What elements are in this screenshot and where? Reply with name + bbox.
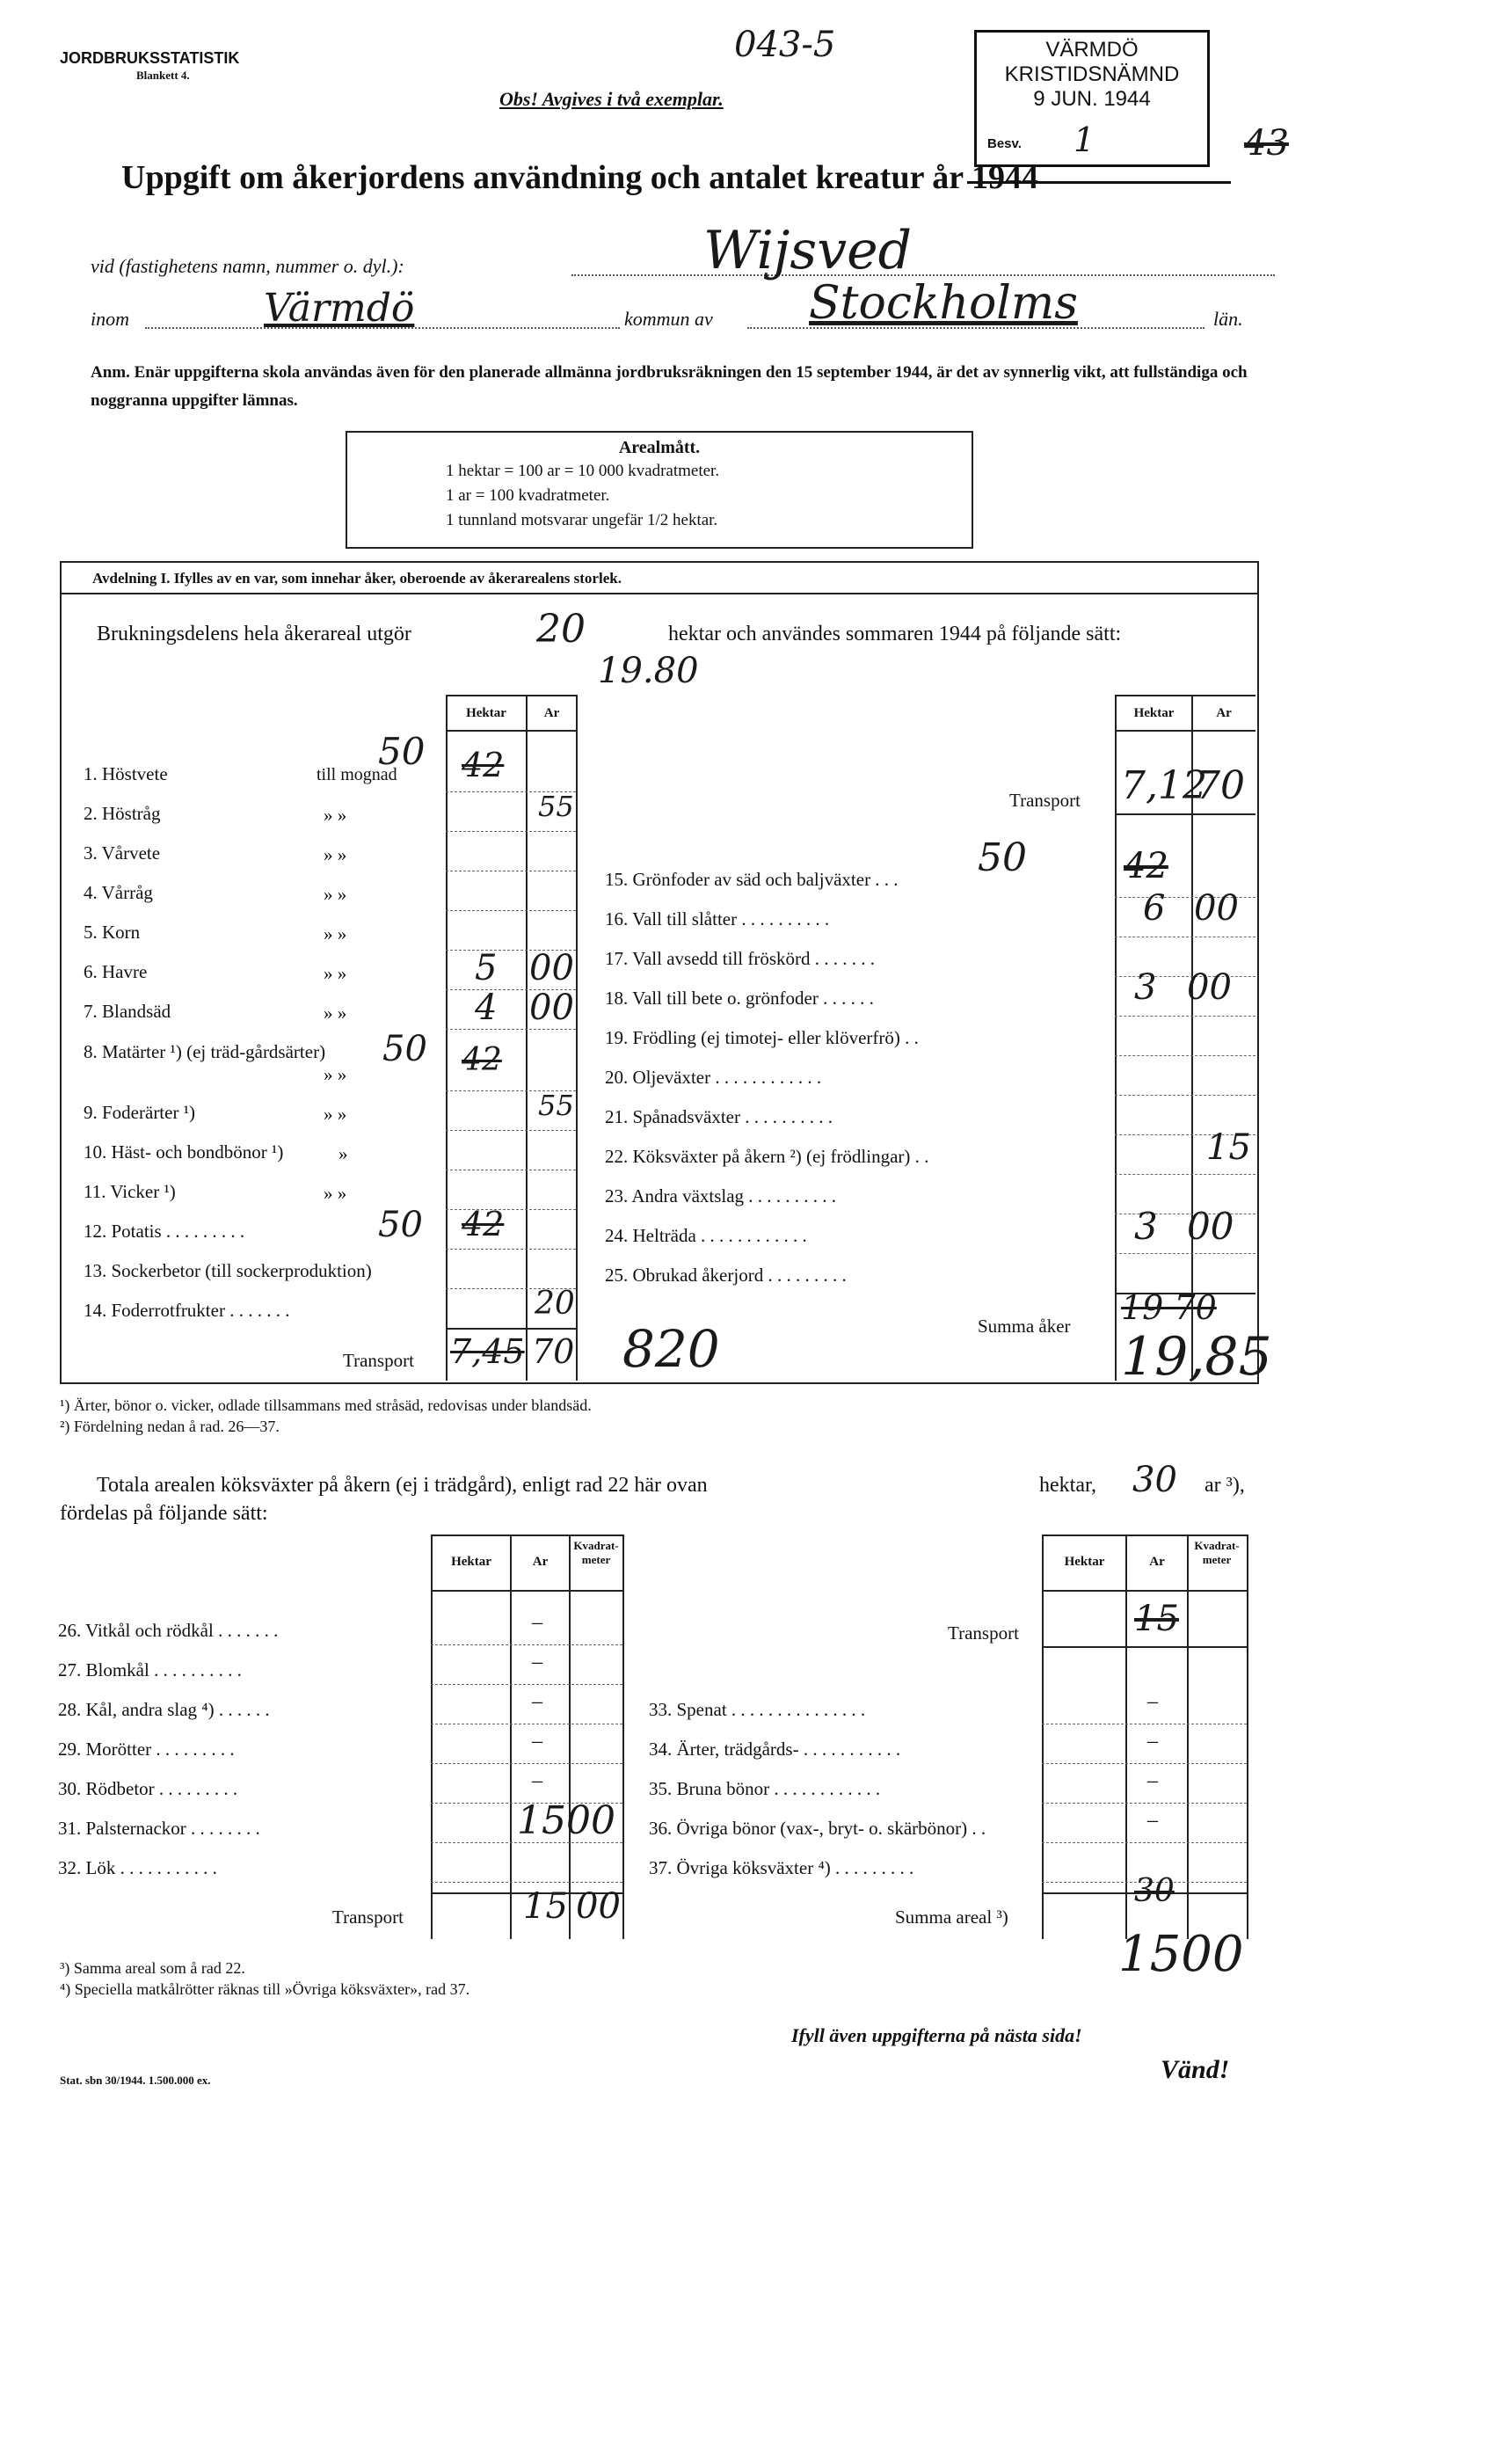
row-30-label: 30. Rödbetor . . . . . . . . . bbox=[58, 1778, 238, 1799]
kok-left-transport-label: Transport bbox=[332, 1906, 404, 1928]
row-15-hektar[interactable]: 42 bbox=[1124, 846, 1168, 886]
row-12-label: 12. Potatis . . . . . . . . . bbox=[84, 1221, 245, 1242]
row-16-label: 16. Vall till slåtter . . . . . . . . . . bbox=[605, 908, 830, 929]
row-18-ar[interactable]: 00 bbox=[1187, 967, 1232, 1008]
right-transport-hektar: 7,12 bbox=[1121, 763, 1207, 808]
kok-intro-b: fördelas på följande sätt: bbox=[60, 1502, 268, 1525]
footnote-2: ²) Fördelning nedan å rad. 26—37. bbox=[60, 1418, 280, 1435]
kok-col-kvm: Kvadrat-meter bbox=[573, 1539, 619, 1566]
ditto-2: » » bbox=[324, 805, 347, 826]
row-29-ar[interactable]: – bbox=[532, 1730, 542, 1753]
sep bbox=[431, 1644, 622, 1645]
vid-line bbox=[571, 274, 1275, 276]
section1-intro-a: Brukningsdelens hela åkerareal utgör bbox=[97, 623, 411, 645]
ifyll-note: Ifyll även uppgifterna på nästa sida! bbox=[791, 2024, 1082, 2046]
row-24-ar[interactable]: 00 bbox=[1187, 1205, 1234, 1248]
row-14-ar[interactable]: 20 bbox=[535, 1286, 575, 1322]
title-strikethrough bbox=[967, 181, 1231, 184]
row-33-label: 33. Spenat . . . . . . . . . . . . . . . bbox=[649, 1699, 866, 1720]
kok-right-col-kvm: Kvadrat-meter bbox=[1194, 1539, 1240, 1566]
hw-42-row12: 42 bbox=[462, 1205, 505, 1243]
left-col-divider bbox=[526, 695, 528, 1381]
ditto-3: » » bbox=[324, 844, 347, 865]
row-9-ar[interactable]: 55 bbox=[538, 1089, 574, 1122]
row-8-label: 8. Matärter ¹) (ej träd-gårdsärter) bbox=[84, 1041, 326, 1062]
ditto-11: » » bbox=[324, 1183, 347, 1204]
sep bbox=[1042, 1842, 1247, 1843]
kok-right-col-hektar: Hektar bbox=[1064, 1555, 1105, 1569]
hw-50-row15: 50 bbox=[978, 835, 1027, 880]
row-13-label: 13. Sockerbetor (till sockerproduktion) bbox=[84, 1260, 372, 1281]
sep bbox=[446, 1130, 576, 1131]
sep bbox=[431, 1882, 622, 1883]
kok-left-transport-ar: 15 bbox=[523, 1886, 568, 1927]
arealmatt-box bbox=[346, 431, 973, 549]
row-35-label: 35. Bruna bönor . . . . . . . . . . . . bbox=[649, 1778, 881, 1799]
kok-left-border bbox=[431, 1535, 433, 1939]
row-6-label: 6. Havre bbox=[84, 961, 148, 982]
row-23-label: 23. Andra växtslag . . . . . . . . . . bbox=[605, 1185, 837, 1206]
row-14-label: 14. Foderrotfrukter . . . . . . . bbox=[84, 1300, 290, 1321]
ditto-9: » » bbox=[324, 1104, 347, 1125]
row-1-label: 1. Höstvete bbox=[84, 763, 168, 784]
row-31-label: 31. Palsternackor . . . . . . . . bbox=[58, 1818, 260, 1839]
row-6-ar[interactable]: 00 bbox=[529, 948, 574, 988]
left-col-border bbox=[446, 695, 448, 1381]
kok-summa-value[interactable]: 1500 bbox=[1118, 1926, 1244, 1983]
arealmatt-line2: 1 ar = 100 kvadratmeter. bbox=[446, 486, 610, 505]
row-28-label: 28. Kål, andra slag ⁴) . . . . . . bbox=[58, 1699, 270, 1720]
left-transport-label: Transport bbox=[343, 1350, 414, 1371]
row-31-ar[interactable]: 1500 bbox=[517, 1798, 615, 1843]
kok-right-head-top bbox=[1042, 1535, 1248, 1536]
stamp-handwritten: 1 bbox=[1074, 120, 1095, 159]
left-col-right bbox=[576, 695, 578, 1381]
row-34-ar[interactable]: – bbox=[1147, 1730, 1158, 1753]
kok-summa-struck: 30 bbox=[1134, 1873, 1175, 1909]
section1-intro-hw[interactable]: 20 bbox=[536, 607, 586, 652]
anm-note: Anm. Enär uppgifterna skola användas även för den planerade allmänna jordbruksräkningen den 15 september 1944, är det av synnerlig vikt, att fullständiga och noggranna uppgifter lämnas. bbox=[91, 363, 1248, 410]
kok-intro-a: Totala arealen köksväxter på åkern (ej i trädgård), enligt rad 22 här ovan bbox=[97, 1474, 708, 1497]
sep bbox=[446, 910, 576, 911]
right-col-hektar: Hektar bbox=[1133, 706, 1175, 720]
stamp-besv: Besv. bbox=[987, 136, 1022, 151]
row-33-ar[interactable]: – bbox=[1147, 1690, 1158, 1713]
arealmatt-line3: 1 tunnland motsvarar ungefär 1/2 hektar. bbox=[446, 511, 718, 529]
sep bbox=[431, 1763, 622, 1764]
stamp-line2: KRISTIDSNÄMND bbox=[1004, 62, 1180, 86]
till-mognad: till mognad bbox=[317, 765, 397, 784]
row-29-label: 29. Morötter . . . . . . . . . bbox=[58, 1739, 235, 1760]
sep bbox=[446, 831, 576, 832]
row-28-ar[interactable]: – bbox=[532, 1690, 542, 1713]
lan-label: län. bbox=[1213, 308, 1243, 330]
row-5-label: 5. Korn bbox=[84, 922, 141, 943]
row-3-label: 3. Vårvete bbox=[84, 842, 161, 864]
kok-right-div2 bbox=[1187, 1535, 1189, 1939]
ditto-8: » » bbox=[324, 1064, 347, 1085]
row-26-ar[interactable]: – bbox=[532, 1611, 542, 1634]
kok-left-head-bottom bbox=[431, 1590, 624, 1592]
sep bbox=[1115, 1095, 1255, 1096]
footnote-3: ³) Samma areal som å rad 22. bbox=[60, 1959, 245, 1977]
right-col-ar: Ar bbox=[1216, 706, 1232, 720]
kok-intro-ar-value[interactable]: 30 bbox=[1132, 1460, 1177, 1500]
sep bbox=[446, 1249, 576, 1250]
footnote-1: ¹) Ärter, bönor o. vicker, odlade tillsammans med stråsäd, redovisas under blandsäd. bbox=[60, 1396, 592, 1414]
hw-820: 820 bbox=[622, 1319, 720, 1379]
kok-left-transport-kvm: 00 bbox=[576, 1886, 621, 1927]
form-number: Blankett 4. bbox=[136, 69, 190, 82]
row-11-label: 11. Vicker ¹) bbox=[84, 1181, 176, 1202]
inom-value[interactable]: Värmdö bbox=[264, 286, 415, 331]
ditto-6: » » bbox=[324, 963, 347, 984]
section1-intro-hw2: 19.80 bbox=[598, 651, 699, 691]
row-37-label: 37. Övriga köksväxter ⁴) . . . . . . . . . bbox=[649, 1857, 914, 1878]
print-info: Stat. sbn 30/1944. 1.500.000 ex. bbox=[60, 2074, 211, 2087]
kok-left-right bbox=[622, 1535, 624, 1939]
row-9-label: 9. Foderärter ¹) bbox=[84, 1102, 195, 1123]
obs-note: Obs! Avgives i två exemplar. bbox=[499, 88, 724, 110]
ditto-10: » bbox=[338, 1143, 348, 1164]
sep bbox=[1042, 1803, 1247, 1804]
right-transport-ar: 70 bbox=[1196, 763, 1245, 808]
stamp-date: 9 JUN. 1944 bbox=[1033, 87, 1151, 111]
sep bbox=[431, 1684, 622, 1685]
vand-note: Vänd! bbox=[1161, 2055, 1230, 2084]
kok-right-col-ar: Ar bbox=[1149, 1555, 1165, 1569]
kok-summa-label: Summa areal ³) bbox=[895, 1906, 1008, 1928]
hw-42-row8: 42 bbox=[462, 1042, 502, 1078]
kok-right-head-bottom bbox=[1042, 1590, 1248, 1592]
sep bbox=[1115, 1016, 1255, 1017]
received-stamp bbox=[974, 30, 1210, 167]
row-19-label: 19. Frödling (ej timotej- eller klöverfrö) . . bbox=[605, 1027, 919, 1048]
row-21-label: 21. Spånadsväxter . . . . . . . . . . bbox=[605, 1106, 833, 1127]
kok-intro-hektar: hektar, bbox=[1039, 1474, 1097, 1497]
row-16-hektar[interactable]: 6 bbox=[1143, 888, 1166, 929]
vid-value[interactable]: Wijsved bbox=[703, 220, 913, 281]
kok-intro-ar-label: ar ³), bbox=[1205, 1474, 1245, 1497]
kok-right-transport-rule bbox=[1042, 1646, 1248, 1648]
footnote-4: ⁴) Speciella matkålrötter räknas till »Övriga köksväxter», rad 37. bbox=[60, 1980, 470, 1998]
row-22-label: 22. Köksväxter på åkern ²) (ej frödlingar) . . bbox=[605, 1146, 929, 1167]
kok-col-hektar: Hektar bbox=[451, 1555, 491, 1569]
row-7-label: 7. Blandsäd bbox=[84, 1001, 171, 1022]
row-6-hektar[interactable]: 5 bbox=[475, 948, 498, 988]
arealmatt-title: Arealmått. bbox=[618, 438, 701, 457]
left-transport-ar: 70 bbox=[532, 1332, 575, 1371]
inom-label: inom bbox=[91, 308, 129, 330]
row-34-label: 34. Ärter, trädgårds- . . . . . . . . . . . bbox=[649, 1739, 901, 1760]
hw-50-row1: 50 bbox=[378, 730, 426, 773]
left-head-top bbox=[446, 695, 578, 696]
row-35-ar[interactable]: – bbox=[1147, 1769, 1158, 1792]
row-2-label: 2. Höstråg bbox=[84, 803, 161, 824]
row-4-label: 4. Vårråg bbox=[84, 882, 153, 903]
sep bbox=[431, 1842, 622, 1843]
row-2-ar[interactable]: 55 bbox=[538, 790, 574, 823]
vid-label: vid (fastighetens namn, nummer o. dyl.): bbox=[91, 255, 404, 277]
row-32-label: 32. Lök . . . . . . . . . . . bbox=[58, 1857, 217, 1878]
kok-right-right bbox=[1247, 1535, 1248, 1939]
sep bbox=[446, 1029, 576, 1030]
row-36-ar[interactable]: – bbox=[1147, 1809, 1158, 1832]
kommun-label: kommun av bbox=[624, 308, 713, 330]
hw-42-row1: 42 bbox=[462, 746, 505, 784]
left-col-hektar: Hektar bbox=[466, 706, 506, 720]
sep bbox=[1042, 1763, 1247, 1764]
right-col-border bbox=[1115, 695, 1117, 1381]
corner-number: 43 bbox=[1244, 123, 1289, 164]
summa-aker-struck: 19 70 bbox=[1121, 1288, 1217, 1327]
handwritten-number: 043-5 bbox=[734, 25, 836, 65]
page-title: Uppgift om åkerjordens användning och antalet kreatur år 1944 bbox=[121, 159, 1038, 196]
right-head-top bbox=[1115, 695, 1255, 696]
row-27-ar[interactable]: – bbox=[532, 1651, 542, 1673]
section1-heading-rule bbox=[60, 593, 1257, 594]
row-18-hektar[interactable]: 3 bbox=[1134, 967, 1157, 1008]
row-16-ar[interactable]: 00 bbox=[1194, 888, 1239, 929]
kok-right-transport-label: Transport bbox=[948, 1622, 1019, 1644]
ditto-4: » » bbox=[324, 884, 347, 905]
right-transport-rule bbox=[1115, 813, 1255, 815]
kok-right-transport-value: 15 bbox=[1134, 1599, 1179, 1639]
left-transport-hektar: 7,45 bbox=[450, 1332, 525, 1371]
hw-50-row12: 50 bbox=[378, 1205, 423, 1245]
row-7-ar[interactable]: 00 bbox=[529, 988, 574, 1028]
summa-aker-label: Summa åker bbox=[978, 1316, 1071, 1337]
kok-col-ar: Ar bbox=[532, 1555, 549, 1569]
org-name: JORDBRUKSSTATISTIK bbox=[60, 49, 240, 67]
sep bbox=[431, 1803, 622, 1804]
right-transport-label: Transport bbox=[1009, 790, 1081, 811]
section1-heading: Avdelning I. Ifylles av en var, som innehar åker, oberoende av åkerarealens storlek. bbox=[92, 570, 622, 587]
row-24-hektar[interactable]: 3 bbox=[1134, 1205, 1158, 1248]
row-15-label: 15. Grönfoder av säd och baljväxter . . . bbox=[605, 869, 899, 890]
row-25-label: 25. Obrukad åkerjord . . . . . . . . . bbox=[605, 1265, 847, 1286]
transport-rule bbox=[446, 1328, 576, 1330]
kok-left-div1 bbox=[510, 1535, 512, 1939]
kok-left-div2 bbox=[569, 1535, 571, 1939]
row-10-label: 10. Häst- och bondbönor ¹) bbox=[84, 1141, 284, 1163]
sep bbox=[1115, 1055, 1255, 1056]
sep bbox=[1115, 1174, 1255, 1175]
row-24-label: 24. Helträda . . . . . . . . . . . . bbox=[605, 1225, 807, 1246]
kok-right-div1 bbox=[1125, 1535, 1127, 1939]
row-22-ar[interactable]: 15 bbox=[1206, 1127, 1251, 1168]
row-26-label: 26. Vitkål och rödkål . . . . . . . bbox=[58, 1620, 279, 1641]
summa-aker-value[interactable]: 19,85 bbox=[1121, 1326, 1272, 1388]
sep bbox=[1115, 1253, 1255, 1254]
kok-right-border bbox=[1042, 1535, 1044, 1939]
arealmatt-line1: 1 hektar = 100 ar = 10 000 kvadratmeter. bbox=[446, 462, 720, 480]
ditto-5: » » bbox=[324, 923, 347, 944]
right-head-bottom bbox=[1115, 730, 1255, 732]
row-20-label: 20. Oljeväxter . . . . . . . . . . . . bbox=[605, 1067, 822, 1088]
ditto-7: » » bbox=[324, 1002, 347, 1024]
stamp-line1: VÄRMDÖ bbox=[1045, 38, 1139, 62]
left-head-bottom bbox=[446, 730, 578, 732]
row-30-ar[interactable]: – bbox=[532, 1769, 542, 1792]
row-27-label: 27. Blomkål . . . . . . . . . . bbox=[58, 1659, 242, 1680]
row-7-hektar[interactable]: 4 bbox=[475, 988, 498, 1028]
row-17-label: 17. Vall avsedd till fröskörd . . . . . . . bbox=[605, 948, 876, 969]
kommun-value[interactable]: Stockholms bbox=[809, 277, 1078, 330]
kok-left-head-top bbox=[431, 1535, 624, 1536]
section1-intro-b: hektar och användes sommaren 1944 på följande sätt: bbox=[668, 623, 1122, 645]
row-18-label: 18. Vall till bete o. grönfoder . . . . . . bbox=[605, 988, 874, 1009]
left-col-ar: Ar bbox=[543, 706, 560, 720]
row-36-label: 36. Övriga bönor (vax-, bryt- o. skärbönor) . . bbox=[649, 1818, 986, 1839]
hw-50-row8: 50 bbox=[382, 1029, 427, 1069]
